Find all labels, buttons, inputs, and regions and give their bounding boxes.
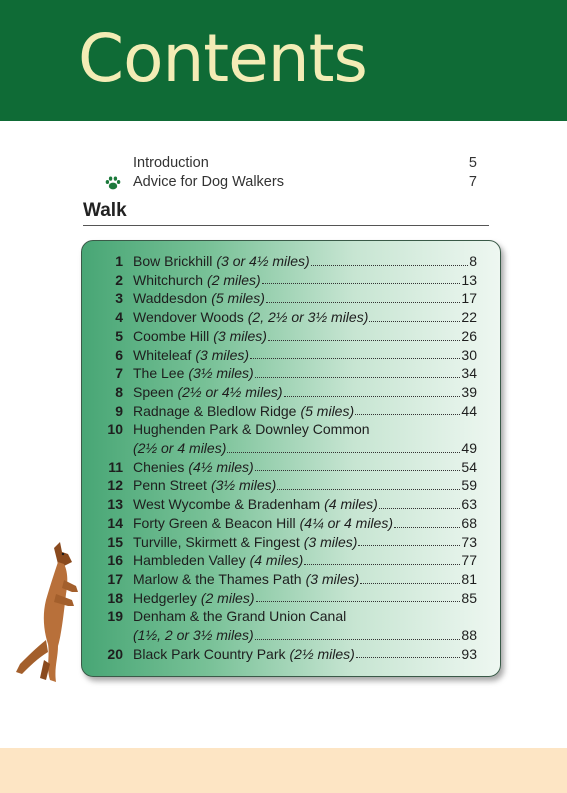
dot-leader [255,638,461,640]
walk-distance: (4½ miles) [188,458,254,475]
walk-number: 12 [107,477,123,494]
walk-number: 19 [107,608,123,625]
dot-leader [227,451,460,453]
dog-illustration [6,540,86,690]
walk-distance: (3½ miles) [188,365,254,382]
walk-distance: (3 miles) [195,346,250,363]
walk-title: Black Park Country Park [133,645,286,662]
walk-page: 26 [461,327,477,344]
walk-number: 1 [115,253,123,269]
walk-page: 85 [461,589,477,606]
toc-entry[interactable] [103,289,477,308]
walk-distance: (4 miles) [324,496,378,513]
walk-distance: (1½, 2 or 3½ miles) [133,627,254,644]
dot-leader [256,600,461,602]
walk-distance: (2½ or 4 miles) [133,440,227,457]
toc-entry[interactable] [103,645,477,664]
walk-page: 44 [461,402,477,419]
dot-leader [355,413,460,415]
walk-title: Denham & the Grand Union Canal [133,608,347,625]
dot-leader [304,563,460,565]
walk-distance: (5 miles) [300,402,355,419]
toc-entry[interactable] [103,327,477,346]
dot-leader [358,544,460,546]
walk-page: 30 [461,346,477,363]
toc-entry[interactable] [103,383,477,402]
toc-entry[interactable] [103,364,477,383]
walk-number: 10 [107,421,123,438]
toc-entry[interactable] [103,402,477,421]
walk-number: 3 [115,290,123,307]
intro-item-label: Advice for Dog Walkers [133,174,284,190]
walk-distance: (3 miles) [303,533,358,550]
walk-number: 7 [115,365,123,382]
walk-title: Hedgerley [133,589,197,606]
walk-page: 39 [461,383,477,400]
walk-title: Whitchurch [133,271,204,288]
dot-leader [284,395,461,397]
dot-leader [369,320,460,322]
walk-page: 8 [469,253,477,269]
walk-number: 11 [108,458,123,475]
paw-icon [105,176,121,190]
walk-title: Whiteleaf [133,346,192,363]
walk-title: West Wycombe & Bradenham [133,496,321,513]
walk-page: 63 [461,496,477,513]
walk-title: Wendover Woods [133,309,244,326]
walk-page: 34 [461,365,477,382]
walk-distance: (2½ miles) [289,645,355,662]
walk-page: 88 [461,627,477,644]
walk-number: 18 [107,589,123,606]
walks-list [103,252,477,663]
intro-item-page: 7 [468,174,477,190]
walk-number: 2 [115,271,123,288]
walk-distance: (2½ or 4½ miles) [177,383,283,400]
walk-distance: (3 or 4½ miles) [216,253,310,269]
walk-number: 16 [107,552,123,569]
dot-leader [266,301,461,303]
walk-number: 13 [107,496,123,513]
walk-page: 93 [461,645,477,662]
walk-number: 4 [115,309,123,326]
walk-page: 49 [461,440,477,457]
toc-entry[interactable] [103,551,477,570]
walk-number: 20 [107,645,123,662]
dot-leader [356,656,461,658]
toc-entry[interactable] [103,514,477,533]
walk-page: 54 [461,458,477,475]
walk-title: Bow Brickhill [133,253,213,269]
toc-entry[interactable] [103,495,477,514]
walk-page: 68 [461,514,477,531]
dot-leader [394,526,460,528]
toc-entry[interactable] [103,271,477,290]
heading-divider [83,225,489,226]
intro-item-introduction[interactable] [133,154,477,173]
walk-title: Coombe Hill [133,327,210,344]
walk-number: 17 [107,570,123,587]
dot-leader [255,376,461,378]
walk-title: The Lee [133,365,185,382]
walk-title: Hambleden Valley [133,552,246,569]
walk-distance: (4¼ or 4 miles) [299,514,393,531]
walk-title: Penn Street [133,477,207,494]
walk-distance: (5 miles) [211,290,265,307]
toc-entry[interactable] [103,476,477,495]
toc-entry[interactable] [103,570,477,589]
toc-entry[interactable] [103,533,477,552]
walk-title: Marlow & the Thames Path [133,570,302,587]
toc-entry[interactable] [103,346,477,365]
page-title: Contents [78,20,367,97]
dot-leader [250,357,460,359]
intro-item-label: Introduction [133,155,209,171]
walk-page: 73 [461,533,477,550]
walk-title: Hughenden Park & Downley Common [133,421,370,438]
walk-page: 77 [461,552,477,569]
walk-page: 22 [461,309,477,326]
walk-number: 14 [107,514,123,531]
toc-entry[interactable] [103,607,477,644]
walk-distance: (3 miles) [213,327,267,344]
walk-title: Chenies [133,458,185,475]
header-banner [0,0,567,121]
intro-item-page: 5 [468,155,477,171]
toc-entry[interactable] [103,420,477,457]
dot-leader [360,582,460,584]
dot-leader [255,469,461,471]
walk-title: Waddesdon [133,290,208,307]
dot-leader [277,488,460,490]
walk-distance: (2 miles) [207,271,261,288]
intro-list [133,154,477,192]
dot-leader [262,282,461,284]
walk-number: 8 [115,383,123,400]
toc-entry[interactable] [103,252,477,271]
walk-distance: (3 miles) [305,570,360,587]
walk-heading: Walk [83,200,127,221]
walk-number: 5 [115,327,123,344]
toc-entry[interactable] [103,589,477,608]
toc-entry[interactable] [103,308,477,327]
walk-distance: (2 miles) [200,589,255,606]
walk-number: 15 [107,533,123,550]
dot-leader [379,507,461,509]
dot-leader [311,264,468,266]
intro-item-advice[interactable] [133,173,477,192]
walk-page: 59 [461,477,477,494]
walk-distance: (2, 2½ or 3½ miles) [247,309,369,326]
walk-page: 17 [461,290,477,307]
walk-distance: (4 miles) [249,552,304,569]
walk-distance: (3½ miles) [210,477,277,494]
walk-title: Radnage & Bledlow Ridge [133,402,297,419]
walk-page: 13 [461,271,477,288]
walk-title: Turville, Skirmett & Fingest [133,533,300,550]
walk-page: 81 [461,570,477,587]
walk-title: Speen [133,383,174,400]
footer-band [0,748,567,793]
walk-title: Forty Green & Beacon Hill [133,514,296,531]
walk-number: 6 [115,346,123,363]
dot-leader [268,339,461,341]
walk-number: 9 [115,402,123,419]
toc-entry[interactable] [103,458,477,477]
